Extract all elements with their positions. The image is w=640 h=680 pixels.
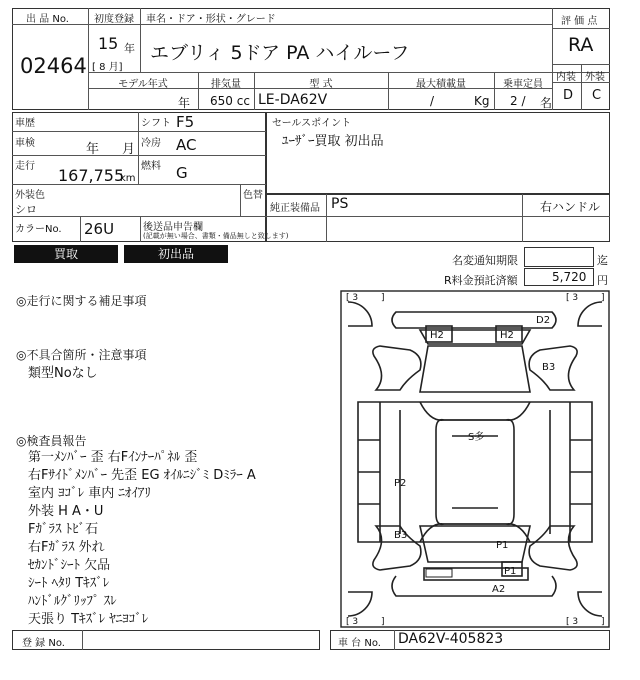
equipment-label: 純正装備品 bbox=[270, 203, 320, 214]
mileage-unit: km bbox=[120, 173, 136, 184]
damage-b3-bottom: B3 bbox=[394, 530, 408, 541]
chassis-label: 車 台 No. bbox=[338, 638, 381, 649]
lot-label: 出 品 No. bbox=[26, 14, 69, 25]
inspector-line: ﾊﾝﾄﾞﾙｸﾞﾘｯﾌﾟ ｽﾚ bbox=[28, 594, 117, 609]
corner-label-bl: [ 3 ] bbox=[346, 617, 385, 627]
type-label: 型 式 bbox=[309, 79, 333, 90]
supplement-title: ◎走行に関する補足事項 bbox=[16, 294, 147, 308]
delivery-note: (記載が無い場合、書類・備品無しと致します) bbox=[143, 232, 289, 240]
type-value: LE-DA62V bbox=[258, 92, 328, 108]
displacement-label: 排気量 bbox=[211, 79, 241, 90]
damage-p1-grille: P1 bbox=[504, 566, 517, 577]
equipment-value: PS bbox=[331, 196, 349, 212]
mileage-label: 走行 bbox=[15, 161, 35, 172]
color-number-value: 26U bbox=[84, 220, 115, 238]
registration-label: 登 録 No. bbox=[22, 638, 65, 649]
inspector-line: ｾｶﾝﾄﾞｼｰﾄ 欠品 bbox=[28, 558, 111, 573]
shift-value: F5 bbox=[176, 113, 195, 131]
first-registration-month: [ 8 月] bbox=[92, 62, 123, 73]
max-load-label: 最大積載量 bbox=[416, 79, 466, 90]
inspector-line: 天張り Tｷｽﾞﾚ ﾔﾆﾖｺﾞﾚ bbox=[28, 612, 149, 627]
ac-value: AC bbox=[176, 136, 197, 154]
name-change-label: 名変通知期限 bbox=[452, 254, 518, 267]
inspector-line: ｼｰﾄ ﾍﾀﾘ Tｷｽﾞﾚ bbox=[28, 576, 110, 591]
first-registration-label: 初度登録 bbox=[94, 14, 134, 25]
model-year-unit: 年 bbox=[178, 96, 191, 110]
inspector-line: 外装 H A・U bbox=[28, 504, 104, 519]
grade-label: 評 価 点 bbox=[561, 16, 598, 27]
shift-label: シフト bbox=[141, 118, 171, 129]
max-load-unit: Kg bbox=[474, 94, 490, 108]
exterior-grade: C bbox=[592, 88, 602, 103]
steering-value: 右ハンドル bbox=[540, 200, 601, 214]
mileage-value: 167,755 bbox=[58, 166, 125, 185]
damage-h2-right: H2 bbox=[500, 330, 514, 341]
color-number-label: カラーNo. bbox=[15, 224, 62, 235]
year-unit: 年 bbox=[124, 42, 135, 55]
history-label: 車歴 bbox=[15, 118, 35, 129]
inspector-line: 右Fｶﾞﾗｽ 外れ bbox=[28, 540, 105, 555]
damage-p1-hood: P1 bbox=[496, 540, 509, 551]
car-info-label: 車名・ドア・形状・グレード bbox=[146, 14, 276, 25]
defects-line: 類型Noなし bbox=[28, 366, 98, 381]
inspector-line: 右Fｻｲﾄﾞﾒﾝﾊﾞｰ 先歪 EG ｵｲﾙﾆｼﾞﾐ Dﾐﾗｰ A bbox=[28, 468, 256, 483]
exterior-label: 外装 bbox=[585, 72, 605, 83]
first-registration-year: 15 bbox=[98, 34, 119, 53]
delivery-label: 後送品申告欄 bbox=[143, 222, 203, 233]
inspection-month: 月 bbox=[122, 142, 136, 157]
interior-grade: D bbox=[563, 88, 574, 103]
ac-label: 冷房 bbox=[141, 138, 161, 149]
car-name: エブリィ 5ドア PA ハイルーフ bbox=[150, 42, 410, 64]
tag-first-listing: 初出品 bbox=[124, 245, 228, 263]
exterior-color-label: 外装色 bbox=[15, 190, 45, 201]
inspector-line: 第一ﾒﾝﾊﾞｰ 歪 右Fｲﾝﾅｰﾊﾟﾈﾙ 歪 bbox=[28, 450, 198, 465]
max-load-value: / bbox=[430, 94, 435, 108]
exterior-color-value: シロ bbox=[15, 203, 37, 216]
corner-label-br: [ 3 ] bbox=[566, 617, 605, 627]
inspector-line: Fｶﾞﾗｽ ﾄﾋﾞ石 bbox=[28, 522, 99, 537]
damage-b3-top: B3 bbox=[542, 362, 556, 373]
fuel-label: 燃料 bbox=[141, 161, 161, 172]
damage-d2: D2 bbox=[536, 315, 551, 326]
capacity-unit: 名 bbox=[540, 96, 553, 110]
damage-s: S多 bbox=[468, 432, 485, 443]
sales-point-value: ﾕｰｻﾞｰ買取 初出品 bbox=[282, 134, 384, 149]
damage-a2: A2 bbox=[492, 584, 506, 595]
fuel-value: G bbox=[176, 164, 188, 182]
inspector-title: ◎検査員報告 bbox=[16, 434, 87, 448]
corner-label-tl: [ 3 ] bbox=[346, 293, 385, 303]
sales-point-label: セールスポイント bbox=[272, 118, 352, 129]
damage-p2: P2 bbox=[394, 478, 407, 489]
chassis-number: DA62V-405823 bbox=[398, 631, 504, 647]
capacity-value: 2 / bbox=[510, 94, 526, 108]
inspector-line: 室内 ﾖｺﾞﾚ 車内 ﾆｵｲｱﾘ bbox=[28, 486, 151, 501]
repaint-label: 色替 bbox=[243, 190, 263, 201]
displacement-value: 650 cc bbox=[210, 94, 250, 108]
name-change-box bbox=[524, 247, 594, 267]
tag-buyback: 買取 bbox=[14, 245, 118, 263]
inspection-label: 車検 bbox=[15, 138, 35, 149]
interior-label: 内装 bbox=[556, 72, 576, 83]
lot-number: 02464 bbox=[20, 54, 87, 78]
defects-title: ◎不具合箇所・注意事項 bbox=[16, 348, 147, 362]
name-change-unit: 迄 bbox=[597, 254, 608, 267]
recycle-unit: 円 bbox=[597, 274, 608, 287]
model-year-label: モデル年式 bbox=[118, 79, 168, 90]
recycle-value: 5,720 bbox=[552, 270, 587, 284]
corner-label-tr: [ 3 ] bbox=[566, 293, 605, 303]
damage-h2-left: H2 bbox=[430, 330, 444, 341]
capacity-label: 乗車定員 bbox=[503, 79, 543, 90]
car-condition-diagram bbox=[340, 290, 610, 628]
recycle-label: R料金預託済額 bbox=[444, 274, 518, 287]
inspection-year: 年 bbox=[86, 142, 100, 157]
grade-value: RA bbox=[568, 34, 594, 56]
